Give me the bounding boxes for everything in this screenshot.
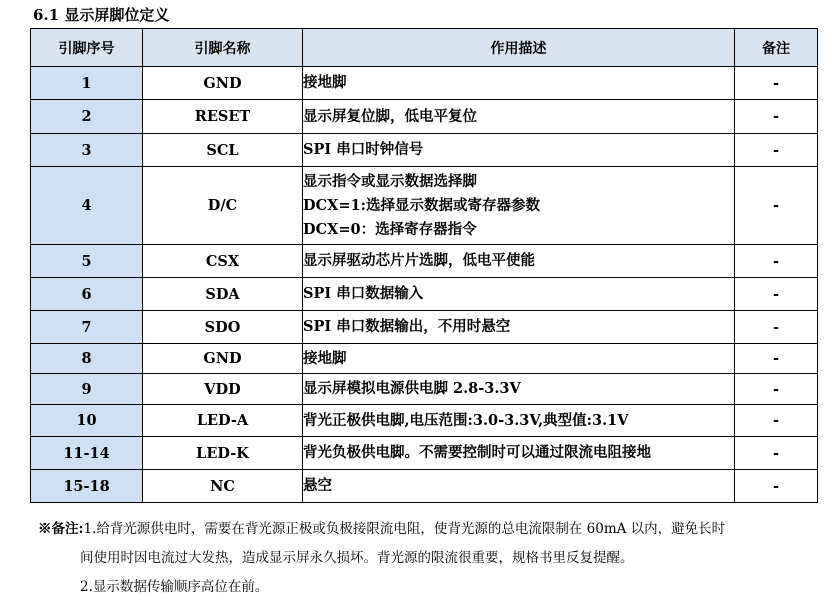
table-row [31,167,818,245]
table-row [31,405,818,437]
pin-number-cell: 1 [31,67,143,100]
pin-name-cell: RESET [143,100,303,134]
description-line: 悬空 [303,477,332,494]
header-description: 作用描述 [303,29,735,67]
pin-remark-cell: - [735,100,818,134]
description-line: 背光负极供电脚。不需要控制时可以通过限流电阻接地 [303,444,651,461]
description-line: SPI 串口时钟信号 [303,141,424,158]
description-line: SPI 串口数据输入 [303,285,424,302]
pin-number-cell: 7 [31,311,143,344]
pin-number-cell: 11-14 [31,437,143,470]
pin-remark-cell: - [735,167,818,245]
table-row [31,344,818,374]
pin-remark-cell: - [735,470,818,503]
note-label: ※备注: [38,521,84,537]
pin-definition-table [30,28,818,503]
pin-description-cell [303,245,735,278]
note-line-1 [38,515,818,544]
pin-remark-cell: - [735,67,818,100]
pin-remark-cell: - [735,437,818,470]
pin-description-cell [303,470,735,503]
pin-description-cell [303,374,735,405]
pin-number-cell: 15-18 [31,470,143,503]
section-title: 6.1 显示屏脚位定义 [33,6,170,24]
header-pin-name: 引脚名称 [143,29,303,67]
table-row [31,245,818,278]
pin-number-cell: 8 [31,344,143,374]
pin-number-cell: 10 [31,405,143,437]
table-row [31,437,818,470]
pin-number-cell: 3 [31,134,143,167]
pin-number-cell: 4 [31,167,143,245]
description-line: DCX=1:选择显示数据或寄存器参数 [303,196,540,214]
pin-description-cell [303,311,735,344]
description-line: 显示屏模拟电源供电脚 2.8-3.3V [303,380,521,397]
description-line: SPI 串口数据输出，不用时悬空 [303,318,511,335]
description-line: 接地脚 [303,74,347,91]
pin-name-cell: SCL [143,134,303,167]
table-row [31,100,818,134]
pin-name-cell: LED-A [143,405,303,437]
description-line: 背光正极供电脚,电压范围:3.0-3.3V,典型值:3.1V [303,411,629,429]
note-line-3: 2.显示数据传输顺序高位在前。 [80,579,269,595]
table-row [31,67,818,100]
pin-description-cell [303,344,735,374]
table-row [31,311,818,344]
description-line: 显示屏驱动芯片片选脚，低电平使能 [303,252,535,269]
pin-number-cell: 2 [31,100,143,134]
pin-name-cell: GND [143,67,303,100]
description-line: 接地脚 [303,349,347,367]
description-line: 显示屏复位脚，低电平复位 [303,107,477,125]
description-line: DCX=0：选择寄存器指令 [303,220,477,238]
header-pin-number: 引脚序号 [31,29,143,67]
notes-section [38,515,818,602]
pin-remark-cell: - [735,374,818,405]
table-header-row [31,29,818,67]
header-remark: 备注 [735,29,818,67]
pin-number-cell: 6 [31,278,143,311]
table-row [31,134,818,167]
table-row [31,470,818,503]
note-line-2: 间使用时因电流过大发热，造成显示屏永久损坏。背光源的限流很重要，规格书里反复提醒。 [80,550,634,566]
pin-name-cell: CSX [143,245,303,278]
note-text-1: 1.给背光源供电时，需要在背光源正极或负极接限流电阻，使背光源的总电流限制在 60mA 以内，避免长时 [83,521,726,537]
pin-description-cell [303,437,735,470]
pin-name-cell: SDO [143,311,303,344]
pin-description-cell [303,100,735,134]
pin-name-cell: VDD [143,374,303,405]
pin-description-cell [303,405,735,437]
pin-remark-cell: - [735,405,818,437]
pin-name-cell: SDA [143,278,303,311]
pin-name-cell: LED-K [143,437,303,470]
pin-name-cell: GND [143,344,303,374]
pin-remark-cell: - [735,245,818,278]
pin-description-cell [303,134,735,167]
pin-name-cell: NC [143,470,303,503]
table-row [31,278,818,311]
pin-remark-cell: - [735,134,818,167]
pin-remark-cell: - [735,311,818,344]
pin-number-cell: 9 [31,374,143,405]
pin-description-cell [303,167,735,245]
pin-description-cell [303,278,735,311]
pin-number-cell: 5 [31,245,143,278]
description-line: 显示指令或显示数据选择脚 [303,172,477,190]
pin-remark-cell: - [735,278,818,311]
pin-description-cell [303,67,735,100]
table-row [31,374,818,405]
pin-remark-cell: - [735,344,818,374]
pin-name-cell: D/C [143,167,303,245]
